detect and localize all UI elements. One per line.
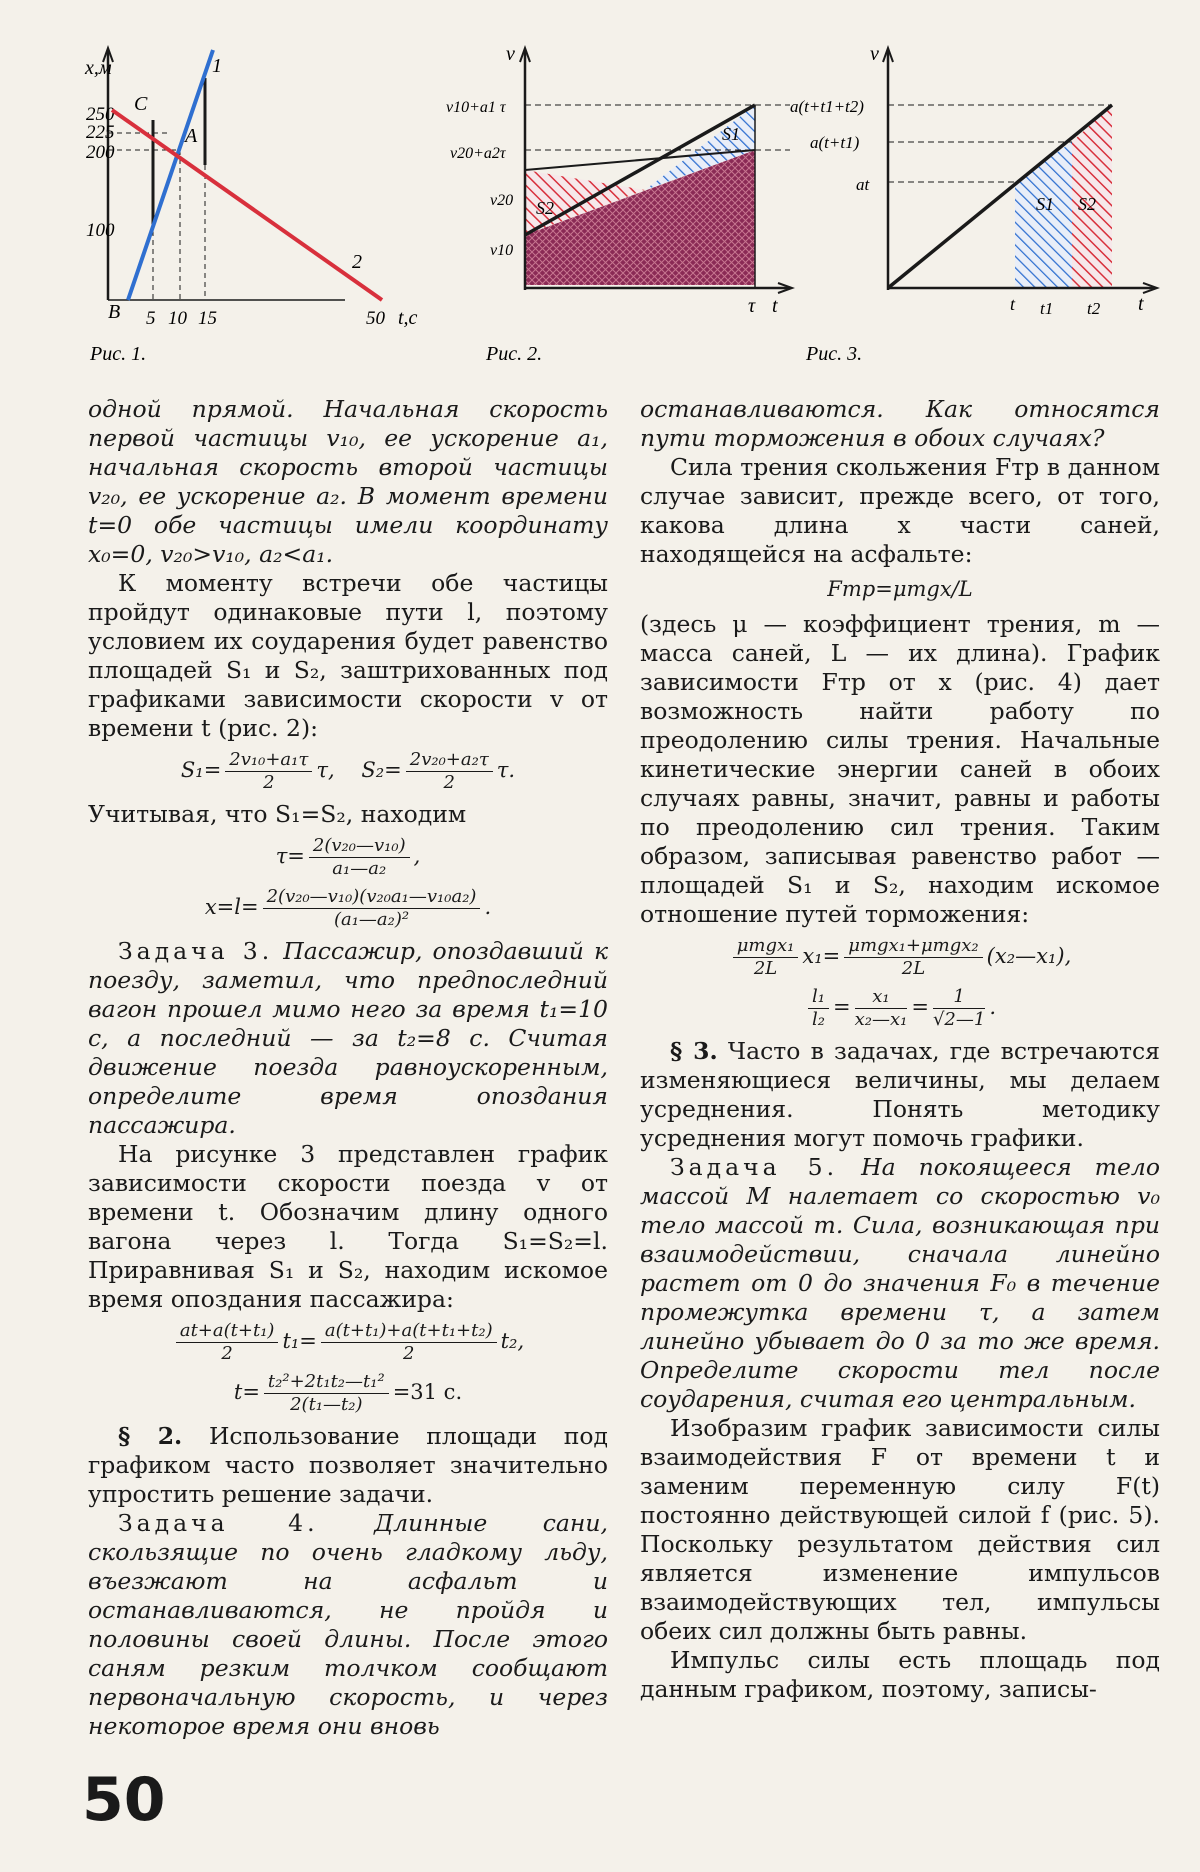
formula-s2-den: 2 <box>443 772 455 793</box>
right-paragraph-2: Сила трения скольжения Fтр в данном случае зависит, прежде всего, от того, какова длина x части саней, находящейся на асфальте: <box>640 453 1160 568</box>
formula-work-frac1 <box>733 935 799 980</box>
formula-friction: Fтр=μmgx/L <box>827 577 973 601</box>
figure-2 <box>446 43 792 365</box>
section-2 <box>88 1422 608 1509</box>
fig2-ytick-top: v10+a1 τ <box>446 99 506 116</box>
task-4-text: Длинные сани, скользящие по очень гладкому льду, въезжают на асфальт и останавливаются, не пройдя и половины своей длины. После этого саням резким толчком сообщают первоначальную скорость, и через некоторое время они вновь <box>88 1509 608 1740</box>
fig2-x-label: t <box>772 295 778 317</box>
fig3-caption: Рис. 3. <box>806 343 863 365</box>
fig1-label-B: B <box>108 301 121 323</box>
formula-ratio <box>640 986 1160 1031</box>
fig3-ytick-mid: a(t+t1) <box>810 133 860 152</box>
fig3-x-label: t <box>1138 293 1144 315</box>
fig3-ytick-top: a(t+t1+t2) <box>790 97 864 116</box>
formula-work <box>640 935 1160 980</box>
formula-s1-frac <box>225 749 312 794</box>
task-5 <box>640 1153 1160 1414</box>
formula-x-den: (a₁—a₂)² <box>333 909 410 930</box>
formula-s1-num: 2v₁₀+a₁τ <box>225 749 312 772</box>
fig1-xtick-50: 50 <box>366 308 385 329</box>
formula-t1-num2: a(t+t₁)+a(t+t₁+t₂) <box>321 1320 497 1343</box>
formula-ratio-tail: . <box>989 995 996 1019</box>
fig1-xtick-15: 15 <box>198 308 217 329</box>
fig1-ytick-225: 225 <box>86 122 115 143</box>
formula-ratio-den2: x₂—x₁ <box>854 1009 908 1030</box>
fig3-y-label: v <box>870 43 879 65</box>
left-column <box>88 395 608 1741</box>
right-paragraph-5: Импульс силы есть площадь под данным графиком, поэтому, записы- <box>640 1646 1160 1703</box>
fig1-xtick-10: 10 <box>168 308 187 329</box>
formula-x-tail: . <box>484 895 492 919</box>
formula-s2-lhs: S₂= <box>361 758 402 782</box>
fig2-label-S1: S1 <box>722 124 740 144</box>
formula-t1-frac1 <box>176 1320 279 1365</box>
formula-x-num: 2(v₂₀—v₁₀)(v₂₀a₁—v₁₀a₂) <box>263 886 481 909</box>
task-4 <box>88 1509 608 1741</box>
formula-s2-num: 2v₂₀+a₂τ <box>406 749 493 772</box>
fig3-ytick-at: at <box>856 175 870 194</box>
section-3-label: § 3. <box>670 1037 718 1065</box>
figures-strip <box>0 0 1200 365</box>
formula-t-num: t₂²+2t₁t₂—t₁² <box>264 1371 389 1394</box>
left-paragraph-1: одной прямой. Начальная скорость первой частицы v₁₀, ее ускорение a₁, начальная скорость второй частицы v₂₀, ее ускорение a₂. В момент времени t=0 обе частицы имели координату x₀=0, v₂₀>v₁₀, a₂<a₁. <box>88 395 608 568</box>
formula-t1-tail: t₂, <box>500 1329 525 1353</box>
fig1-xtick-5: 5 <box>146 308 156 329</box>
fig1-ytick-250: 250 <box>86 104 115 125</box>
right-paragraph-3: (здесь μ — коэффициент трения, m — масса саней, L — их длина). График зависимости Fтр от x (рис. 4) дает возможность найти работу по преодолению силы трения. Начальные кинетические энергии саней в обоих случаях равны, значит, равны и работы по преодолению сил трения. Таким образом, записывая равенство работ — площадей S₁ и S₂, находим искомое отношение путей торможения: <box>640 610 1160 928</box>
fig2-ytick-mid: v20+a2τ <box>450 145 506 162</box>
formula-tau-frac <box>309 835 410 880</box>
formula-ratio-num3: 1 <box>933 986 985 1009</box>
formula-t1-den1: 2 <box>221 1343 233 1364</box>
formula-tau-num: 2(v₂₀—v₁₀) <box>309 835 410 858</box>
formula-ratio-eq2: = <box>911 995 929 1019</box>
formula-x <box>88 886 608 931</box>
page-number: 50 <box>82 1765 166 1835</box>
fig2-caption: Рис. 2. <box>486 343 543 365</box>
formula-work-frac2 <box>844 935 982 980</box>
fig3-label-S1: S1 <box>1036 194 1054 214</box>
formula-tau-tail: , <box>413 844 421 868</box>
formula-t <box>88 1371 608 1416</box>
formula-t1-frac2 <box>321 1320 497 1365</box>
section-2-text: Использование площади под графиком часто позволяет значительно упростить решение задачи. <box>88 1422 608 1508</box>
fig1-label-1: 1 <box>212 55 222 77</box>
formula-s1-s2 <box>88 749 608 794</box>
formula-tau-lhs: τ= <box>275 844 305 868</box>
fig1-caption: Рис. 1. <box>90 343 147 365</box>
formula-ratio-num2: x₁ <box>855 986 908 1009</box>
task-3-label: Задача 3. <box>118 937 274 965</box>
formula-work-num1: μmgx₁ <box>733 935 799 958</box>
fig1-ytick-100: 100 <box>86 220 115 241</box>
fig3-label-S2: S2 <box>1078 194 1096 214</box>
right-column <box>640 395 1160 1704</box>
left-paragraph-3: Учитывая, что S₁=S₂, находим <box>88 800 467 828</box>
formula-t1 <box>88 1320 608 1365</box>
section-3 <box>640 1037 1160 1153</box>
formula-ratio-frac1 <box>808 986 829 1031</box>
formula-s2-frac <box>406 749 493 794</box>
figure-1 <box>84 48 418 365</box>
formula-t-lhs: t= <box>233 1380 260 1404</box>
formula-work-den1: 2L <box>753 958 778 979</box>
formula-ratio-frac3 <box>933 986 985 1031</box>
fig1-label-C: C <box>134 93 148 115</box>
formula-t-tail: =31 с. <box>392 1380 463 1404</box>
formula-ratio-eq1: = <box>832 995 851 1019</box>
formula-t1-num1: at+a(t+t₁) <box>176 1320 279 1343</box>
right-paragraph-1: останавливаются. Как относятся пути торможения в обоих случаях? <box>640 395 1160 452</box>
fig1-y-label: x,м <box>85 57 112 79</box>
formula-work-num2: μmgx₁+μmgx₂ <box>844 935 982 958</box>
fig1-label-2: 2 <box>352 251 362 273</box>
formula-ratio-den3: √2—1 <box>932 1009 986 1030</box>
figure-3 <box>790 43 1157 365</box>
formula-work-mid: x₁= <box>802 944 841 968</box>
fig3-area-S1 <box>1015 142 1072 288</box>
formula-s1-den: 2 <box>263 772 275 793</box>
right-paragraph-4: Изобразим график зависимости силы взаимодействия F от времени t и заменим переменную силу F(t) постоянно действующей силой f (рис. 5). Поскольку результатом действия сил является изменение импульсов взаимодействующих тел, импульсы обеих сил должны быть равны. <box>640 1414 1160 1645</box>
fig1-line-1 <box>128 50 213 300</box>
fig1-ytick-200: 200 <box>86 142 115 163</box>
left-paragraph-2: К моменту встречи обе частицы пройдут одинаковые пути l, поэтому условием их соударения будет равенство площадей S₁ и S₂, заштрихованных под графиками зависимости скорости v от времени t (рис. 2): <box>88 569 608 742</box>
fig3-xtick-t1: t1 <box>1040 299 1054 318</box>
formula-tau <box>88 835 608 880</box>
formula-t1-mid: t₁= <box>282 1329 317 1353</box>
task-3-text: Пассажир, опоздавший к поезду, заметил, что предпоследний вагон прошел мимо него за время t₁=10 с, а последний — за t₂=8 с. Считая движение поезда равноускоренным, определите время опоздания пассажира. <box>88 937 608 1139</box>
fig1-x-label: t,c <box>398 307 418 329</box>
formula-t-den: 2(t₁—t₂) <box>290 1394 363 1415</box>
formula-work-den2: 2L <box>901 958 926 979</box>
fig2-label-S2: S2 <box>536 198 554 218</box>
formula-work-tail: (x₂—x₁), <box>986 944 1072 968</box>
fig3-xtick-t: t <box>1010 294 1016 314</box>
fig3-xtick-t2: t2 <box>1087 299 1101 318</box>
formula-ratio-num1: l₁ <box>808 986 829 1009</box>
fig2-label-tau: τ <box>748 295 756 317</box>
section-3-text: Часто в задачах, где встречаются изменяющиеся величины, мы делаем усреднения. Понять методику усреднения могут помочь графики. <box>640 1037 1160 1152</box>
task-5-text: На покоящееся тело массой M налетает со скоростью v₀ тело массой m. Сила, возникающая при взаимодействии, сначала линейно растет от 0 до значения F₀ в течение промежутка времени τ, а затем линейно убывает до 0 за то же время. Определите скорости тел после соударения, считая его центральным. <box>640 1153 1160 1413</box>
task-3 <box>88 937 608 1140</box>
left-paragraph-4: На рисунке 3 представлен график зависимости скорости поезда v от времени t. Обозначим длину одного вагона через l. Тогда S₁=S₂=l. Приравнивая S₁ и S₂, находим искомое время опоздания пассажира: <box>88 1140 608 1313</box>
formula-t-frac <box>264 1371 389 1416</box>
section-2-label: § 2. <box>118 1422 183 1450</box>
task-4-label: Задача 4. <box>118 1509 319 1537</box>
fig2-ytick-v20: v20 <box>490 192 514 209</box>
formula-x-frac <box>263 886 481 931</box>
formula-s1-lhs: S₁= <box>180 758 222 782</box>
formula-x-lhs: x=l= <box>204 895 259 919</box>
fig1-label-A: A <box>185 125 198 147</box>
formula-s2-tail: τ. <box>496 758 516 782</box>
fig2-y-label: v <box>506 43 515 65</box>
formula-ratio-den1: l₂ <box>812 1009 825 1030</box>
formula-t1-den2: 2 <box>403 1343 415 1364</box>
task-5-label: Задача 5. <box>670 1153 839 1181</box>
formula-ratio-frac2 <box>855 986 908 1031</box>
fig2-ytick-v10: v10 <box>490 242 514 259</box>
formula-s1-tail: τ, <box>316 758 335 782</box>
formula-tau-den: a₁—a₂ <box>332 858 387 879</box>
